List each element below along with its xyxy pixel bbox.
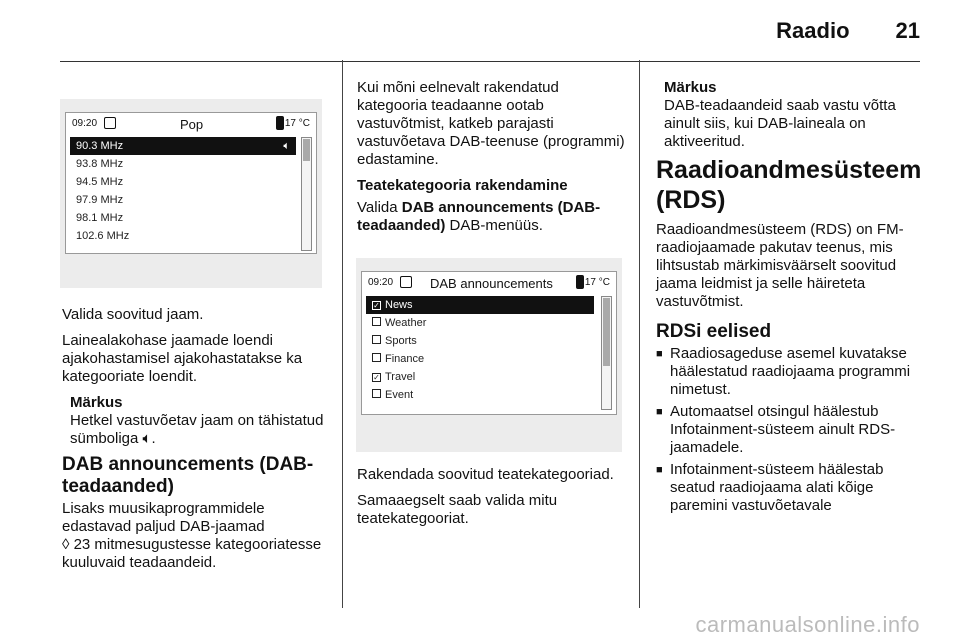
announcement-item[interactable] (366, 368, 594, 386)
column-divider-1 (342, 60, 343, 608)
screen-title: DAB announcements (430, 276, 553, 291)
note (656, 79, 926, 151)
paragraph: Lisaks muusikaprogrammidele edastavad paljud DAB-jaamad (62, 500, 265, 535)
speaker-icon: 🔈︎ (283, 140, 290, 152)
paragraph: Valida soovitud jaam. (62, 306, 204, 323)
time-label: 09:20 (72, 118, 98, 129)
station-list (70, 137, 296, 245)
list-item: ■ Automaatsel otsingul häälestub Infotainment-süsteem ainult RDS-jaamadele. (656, 403, 926, 457)
station-item[interactable]: 97.9 MHz (76, 194, 124, 206)
cross-reference: ◊ 23 mitmesugustesse kategooriatesse kuuluvaid teadaandeid. (62, 536, 322, 571)
announcement-label: Travel (385, 371, 416, 383)
section-heading: DAB announcements (DAB-teadaanded) (62, 454, 314, 497)
checkbox-checked-icon[interactable]: ✓ (373, 373, 380, 382)
announcement-item[interactable] (366, 332, 594, 350)
checkbox-icon[interactable] (372, 353, 381, 362)
column-2-lower (357, 466, 627, 536)
station-item[interactable]: 98.1 MHz (76, 212, 124, 224)
column-divider-2 (639, 60, 640, 608)
note-title: Märkus (70, 394, 123, 411)
radio-screen-image (60, 99, 322, 288)
clock-icon (400, 276, 412, 288)
announcement-item[interactable] (366, 386, 594, 404)
paragraph: Lainealakohase jaamade loendi ajakohastamisel ajakohastatakse ka kategooriate loendit. (62, 332, 303, 385)
thermometer-icon (276, 116, 284, 130)
note-text: Hetkel vastuvõetav jaam on tähistatud sümboliga 🔈︎. (70, 412, 324, 447)
subsection-heading: RDSi eelised (656, 321, 772, 342)
announcement-label: Finance (385, 353, 425, 365)
note-text: DAB-teadaandeid saab vastu võtta ainult siis, kui DAB-laineala on aktiveeritud. (664, 97, 896, 150)
scrollbar (301, 137, 312, 251)
announcement-label: News (385, 299, 413, 311)
note-title: Märkus (664, 79, 717, 96)
dab-display (361, 271, 617, 415)
page-header (776, 18, 920, 44)
page-number: 21 (895, 18, 920, 43)
temperature-label: 17 °C (584, 277, 610, 288)
station-item[interactable]: 94.5 MHz (76, 176, 124, 188)
note (62, 394, 332, 448)
station-item[interactable]: 93.8 MHz (76, 158, 124, 170)
radio-display (65, 112, 317, 254)
screen-title: Pop (180, 117, 204, 132)
announcement-label: Sports (385, 335, 417, 347)
column-2 (357, 79, 627, 243)
paragraph: Valida DAB announcements (DAB-teadaanded) DAB-menüüs. (357, 199, 601, 234)
header-rule (60, 61, 920, 62)
dab-screen-image (356, 258, 622, 452)
time-label: 09:20 (368, 277, 394, 288)
station-item[interactable]: 102.6 MHz (76, 230, 130, 242)
announcement-item[interactable] (366, 350, 594, 368)
checkbox-icon[interactable] (372, 317, 381, 326)
announcement-list (366, 296, 594, 404)
checkbox-icon[interactable] (372, 389, 381, 398)
paragraph: Kui mõni eelnevalt rakendatud kategooria teadaanne ootab vastuvõtmist, katkeb parajasti vastuvõetava DAB-teenuse (programmi) edastamine. (357, 79, 625, 168)
clock-icon (104, 117, 116, 129)
header-title: Raadio (776, 18, 850, 43)
list-item: ■ Infotainment-süsteem häälestab seatud raadiojaama alati kõige paremini vastuvõetavale (656, 461, 926, 515)
scrollbar (601, 296, 612, 410)
section-heading: Raadioandmesüsteem (RDS) (656, 156, 922, 214)
benefit-list (656, 345, 926, 515)
thermometer-icon (576, 275, 584, 289)
column-1 (62, 306, 332, 572)
list-item: ■ Raadiosageduse asemel kuvatakse häälestatud raadiojaama programmi nimetust. (656, 345, 926, 399)
column-3 (656, 79, 926, 519)
temperature-label: 17 °C (284, 118, 310, 129)
paragraph: Samaaegselt saab valida mitu teatekategooriat. (357, 492, 558, 527)
announcement-label: Weather (385, 317, 427, 329)
paragraph: Raadioandmesüsteem (RDS) on FM-raadiojaamade pakutav teenus, mis lihtsustab märkimisväärselt soovitud jaama leidmist ja selle häireteta vastuvõtmist. (656, 221, 904, 310)
announcement-item[interactable] (366, 314, 594, 332)
checkbox-icon[interactable] (372, 335, 381, 344)
watermark: carmanualsonline.info (695, 612, 920, 637)
checkbox-checked-icon[interactable]: ✓ (373, 301, 380, 310)
paragraph: Rakendada soovitud teatekategooriad. (357, 466, 614, 483)
announcement-label: Event (385, 389, 414, 401)
station-item[interactable]: 90.3 MHz 🔈︎ (70, 137, 296, 155)
announcement-item[interactable] (366, 296, 594, 314)
subheading: Teatekategooria rakendamine (357, 177, 568, 194)
